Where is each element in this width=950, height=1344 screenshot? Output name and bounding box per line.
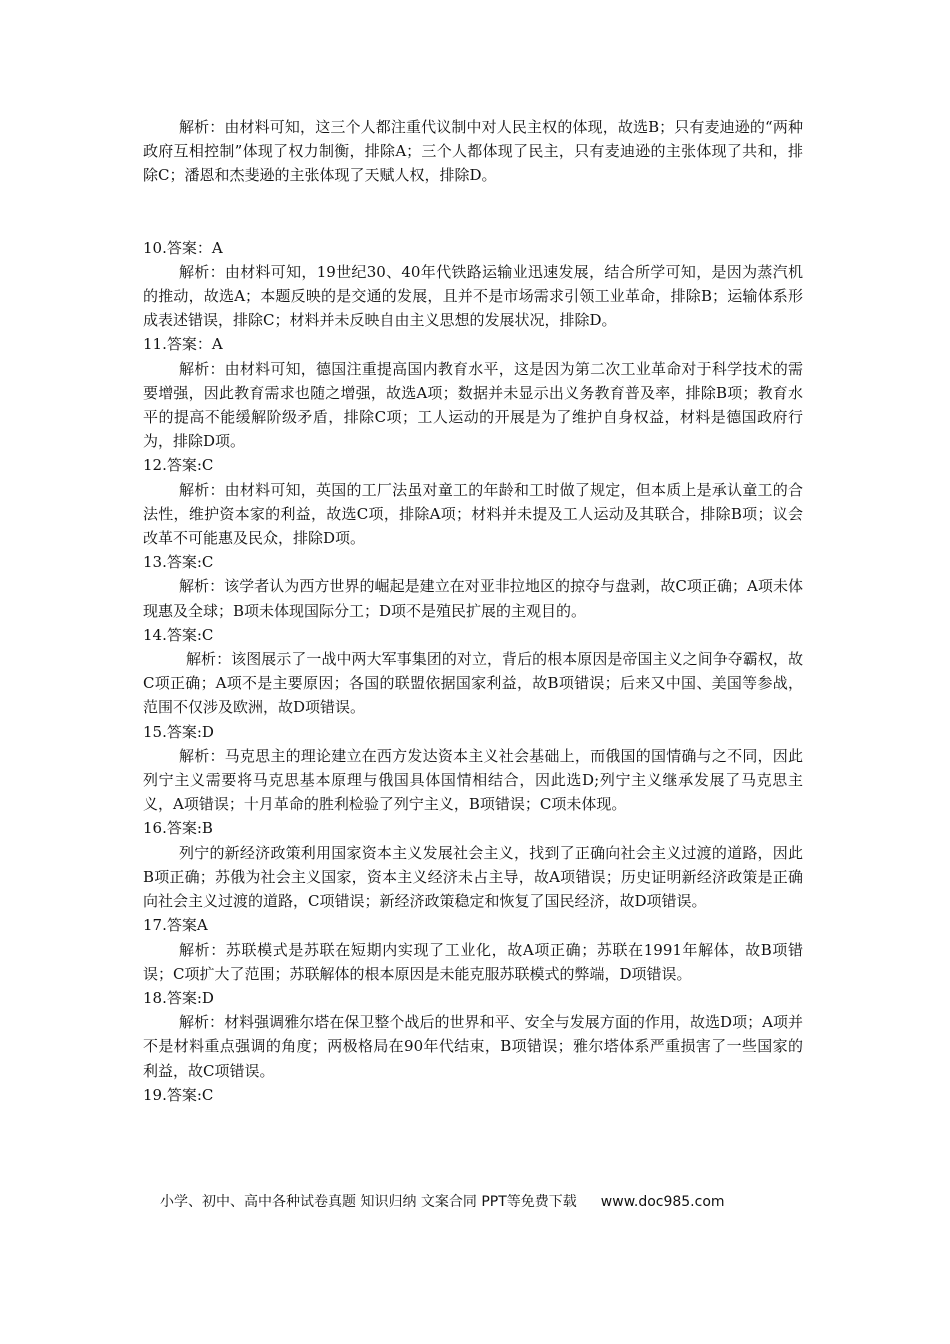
answer-17: 17.答案A xyxy=(143,916,208,935)
analysis-10: 解析：由材料可知，19世纪30、40年代铁路运输业迅速发展，结合所学可知，是因为蒸汽机的推动，故选A；本题反映的是交通的发展，且并不是市场需求引领工业革命，排除B；运输体系形成表述错误，排除C；材料并未反映自由主义思想的发展状况，排除D。 xyxy=(143,262,803,330)
analysis-17: 解析：苏联模式是苏联在短期内实现了工业化，故A项正确；苏联在1991年解体，故B项错误；C项扩大了范围；苏联解体的根本原因是未能克服苏联模式的弊端，D项错误。 xyxy=(143,940,803,983)
answer-15: 15.答案:D xyxy=(143,722,214,741)
footer-url[interactable]: www.doc985.com xyxy=(600,1194,725,1210)
answer-11: 11.答案：A xyxy=(143,335,223,354)
footer-text: 小学、初中、高中各种试卷真题 知识归纳 文案合同 PPT等免费下载 xyxy=(160,1194,577,1210)
analysis-14: 解析：该图展示了一战中两大军事集团的对立，背后的根本原因是帝国主义之间争夺霸权，故C项正确；A项不是主要原因；各国的联盟依据国家利益，故B项错误；后来又中国、美国等参战，范围不仅涉及欧洲，故D项错误。 xyxy=(143,650,803,717)
answer-13: 13.答案:C xyxy=(143,553,214,572)
analysis-13: 解析：该学者认为西方世界的崛起是建立在对亚非拉地区的掠夺与盘剥，故C项正确；A项未体现惠及全球；B项未体现国际分工；D项不是殖民扩展的主观目的。 xyxy=(143,577,803,620)
analysis-16: 列宁的新经济政策利用国家资本主义发展社会主义，找到了正确向社会主义过渡的道路，因此B项正确；苏俄为社会主义国家，资本主义经济未占主导，故A项错误；历史证明新经济政策是正确向社会主义过渡的道路，C项错误；新经济政策稳定和恢复了国民经济，故D项错误。 xyxy=(143,843,803,911)
answer-10: 10.答案：A xyxy=(143,238,223,257)
analysis-18: 解析：材料强调雅尔塔在保卫整个战后的世界和平、安全与发展方面的作用，故选D项；A项并不是材料重点强调的角度；两极格局在90年代结束，B项错误；雅尔塔体系严重损害了一些国家的利益，故C项错误。 xyxy=(143,1013,803,1080)
intro-analysis: 解析：由材料可知，这三个人都注重代议制中对人民主权的体现，故选B；只有麦迪逊的“两种政府互相控制”体现了权力制衡，排除A；三个人都体现了民主，只有麦迪逊的主张体现了共和，排除C；潘恩和杰斐逊的主张体现了天赋人权，排除D。 xyxy=(143,118,803,185)
analysis-15: 解析：马克思主的理论建立在西方发达资本主义社会基础上，而俄国的国情确与之不同，因此列宁主义需要将马克思基本原理与俄国具体国情相结合，因此选D;列宁主义继承发展了马克思主义，A项错误；十月革命的胜利检验了列宁主义，B项错误；C项未体现。 xyxy=(143,746,803,814)
analysis-11: 解析：由材料可知，德国注重提高国内教育水平，这是因为第二次工业革命对于科学技术的需要增强，因此教育需求也随之增强，故选A项；数据并未显示出义务教育普及率，排除B项；教育水平的提高不能缓解阶级矛盾，排除C项；工人运动的开展是为了维护自身权益，材料是德国政府行为，排除D项。 xyxy=(143,359,803,451)
answer-12: 12.答案:C xyxy=(143,456,214,475)
spacer xyxy=(143,188,803,236)
answer-14: 14.答案:C xyxy=(143,625,214,644)
analysis-12: 解析：由材料可知，英国的工厂法虽对童工的年龄和工时做了规定，但本质上是承认童工的合法性，维护资本家的利益，故选C项，排除A项；材料并未提及工人运动及其联合，排除B项；议会改革不可能惠及民众，排除D项。 xyxy=(143,480,803,548)
answer-19: 19.答案:C xyxy=(143,1085,214,1104)
answer-18: 18.答案:D xyxy=(143,988,214,1007)
page-footer xyxy=(160,1190,800,1214)
document-body xyxy=(143,115,803,1107)
answer-16: 16.答案:B xyxy=(143,819,213,838)
